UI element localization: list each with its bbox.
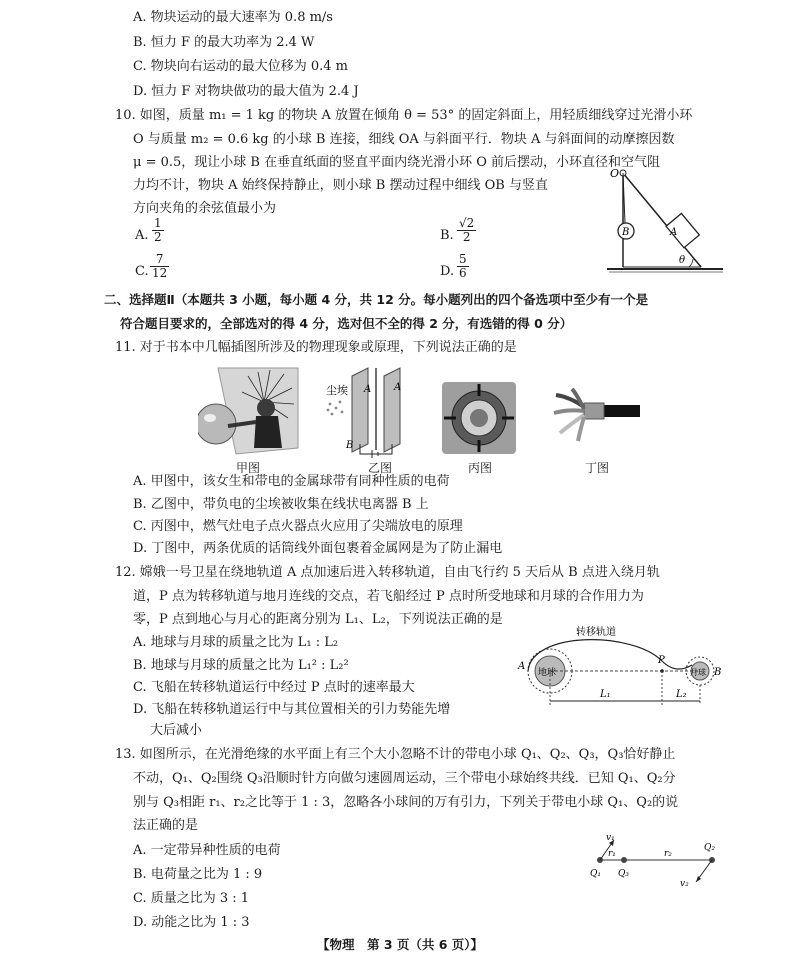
q13-fig-label-r1: r₁ [608, 849, 616, 859]
q10-stem-line: O 与质量 m₂ = 0.6 kg 的小球 B 连接，细线 OA 与斜面平行．物块 A 与斜面间的动摩擦因数 [133, 132, 675, 147]
q10-option-d-fraction: $\frac{5}{6}$ [459, 252, 467, 280]
q11-fig-label-b: B [346, 440, 354, 451]
q10-fig-label-o: O [610, 167, 620, 180]
q13-fig-label-q3: Q₃ [618, 869, 629, 879]
q10-option-c-label: C. [135, 264, 149, 279]
q11-caption-jia: 甲图 [236, 461, 261, 475]
q11-fig-label-a1: A [364, 384, 372, 395]
q11-figure-yi [322, 364, 422, 459]
q11-option-c: C. 丙图中，燃气灶电子点火器点火应用了尖端放电的原理 [133, 519, 463, 534]
q10-fig-label-a: A [670, 227, 678, 238]
q11-caption-yi: 乙图 [368, 461, 393, 475]
q10-option-b-label: B. [440, 228, 454, 243]
q11-fig-label-a2: A [394, 382, 402, 393]
q13-fig-label-r2: r₂ [664, 849, 672, 859]
q13-stem-line: 不动，Q₁、Q₂围绕 Q₃沿顺时针方向做匀速圆周运动，三个带电小球始终共线．已知 Q₁、Q₂分 [133, 771, 676, 786]
q13-fig-label-v2: v₂ [680, 879, 689, 889]
q12-stem-line: 12. 嫦娥一号卫星在绕地轨道 A 点加速后进入转移轨道，自由飞行约 5 天后从 B 点进入绕月轨 [115, 565, 660, 580]
q9-option-b: B. 恒力 F 的最大功率为 2.4 W [133, 35, 315, 50]
q13-option-b: B. 电荷量之比为 1 : 9 [133, 867, 263, 882]
q11-fig-dust-label: 尘埃 [326, 384, 348, 397]
q11-option-d: D. 丁图中，两条优质的话筒线外面包裹着金属网是为了防止漏电 [133, 541, 503, 556]
q12-fig-label-b: B [714, 667, 722, 678]
q12-fig-label-a: A [518, 661, 526, 672]
q12-option-c: C. 飞船在转移轨道运行中经过 P 点时的速率最大 [133, 680, 415, 695]
q13-option-c: C. 质量之比为 3 : 1 [133, 891, 250, 906]
q11-figure-bing [440, 380, 518, 456]
q10-stem-line: μ = 0.5，现让小球 B 在垂直纸面的竖直平面内绕光滑小环 O 前后摆动，小环直径和空气阻 [133, 155, 661, 170]
q12-fig-orbit-label: 转移轨道 [576, 627, 616, 638]
q13-charges-figure [588, 832, 723, 890]
q12-fig-earth-label: 地球 [538, 668, 557, 678]
q11-figure-ding [550, 387, 642, 445]
q11-caption-bing: 丙图 [468, 461, 493, 475]
q13-stem-line: 法正确的是 [133, 818, 199, 833]
q12-fig-moon-label: 月球 [690, 668, 706, 677]
q9-option-c: C. 物块向右运动的最大位移为 0.4 m [133, 59, 349, 74]
q13-option-a: A. 一定带异种性质的电荷 [133, 843, 281, 858]
q10-option-d-label: D. [440, 264, 455, 279]
q12-fig-label-l1: L₁ [600, 689, 611, 700]
q9-option-d: D. 恒力 F 对物块做功的最大值为 2.4 J [133, 84, 359, 99]
q11-stem: 11. 对于书本中几幅插图所涉及的物理现象或原理，下列说法正确的是 [115, 340, 517, 355]
q10-stem-line: 方向夹角的余弦值最小为 [133, 201, 277, 216]
q10-incline-figure [605, 165, 725, 275]
section-2-heading: 二、选择题Ⅱ（本题共 3 小题，每小题 4 分，共 12 分。每小题列出的四个备选项中至少有一个是 [104, 292, 649, 307]
q13-fig-label-q2: Q₂ [704, 843, 715, 853]
q13-fig-label-q1: Q₁ [590, 869, 601, 879]
q12-option-d-cont: 大后减小 [150, 723, 203, 738]
q10-stem-line: 10. 如图，质量 m₁ = 1 kg 的物块 A 放置在倾角 θ = 53° 的固定斜面上，用轻质细线穿过光滑小环 [115, 108, 693, 123]
q12-fig-label-p: P [658, 655, 665, 666]
q12-option-b: B. 地球与月球的质量之比为 L₁² : L₂² [133, 658, 349, 673]
q12-stem-line: 零，P 点到地心与月心的距离分别为 L₁、L₂，下列说法正确的是 [133, 612, 503, 627]
section-2-heading-cont: 符合题目要求的，全部选对的得 4 分，选对但不全的得 2 分，有选错的得 0 分） [120, 316, 573, 331]
q12-orbit-figure [512, 625, 724, 711]
q13-stem-line: 13. 如图所示，在光滑绝缘的水平面上有三个大小忽略不计的带电小球 Q₁、Q₂、Q₃，Q₃恰好静止 [115, 747, 676, 762]
q12-fig-label-l2: L₂ [676, 689, 687, 700]
q13-fig-label-v1: v₁ [606, 833, 615, 843]
q10-stem-line: 力均不计，物块 A 始终保持静止，则小球 B 摆动过程中细线 OB 与竖直 [133, 178, 548, 193]
q10-option-b-fraction: $\frac{√2}{2}$ [459, 216, 475, 244]
q9-option-a: A. 物块运动的最大速率为 0.8 m/s [133, 10, 333, 25]
q11-option-a: A. 甲图中，该女生和带电的金属球带有同种性质的电荷 [133, 474, 450, 489]
q13-option-d: D. 动能之比为 1 : 3 [133, 915, 250, 930]
q12-stem-line: 道，P 点为转移轨道与地月连线的交点，若飞船经过 P 点时所受地球和月球的合作用力为 [133, 589, 644, 604]
q10-fig-label-theta: θ [679, 255, 686, 266]
q10-fig-label-b: B [622, 227, 630, 238]
q10-option-a-fraction: $\frac{1}{2}$ [154, 216, 162, 244]
q12-option-d: D. 飞船在转移轨道运行中与其位置相关的引力势能先增 [133, 702, 451, 717]
q13-stem-line: 别与 Q₃相距 r₁、r₂之比等于 1 : 3，忽略各小球间的万有引力，下列关于带电小球 Q₁、Q₂的说 [133, 795, 679, 810]
q10-option-a-label: A. [135, 228, 149, 243]
q10-option-c-fraction: $\frac{7}{12}$ [152, 252, 168, 280]
q11-figure-jia [198, 364, 300, 456]
q12-option-a: A. 地球与月球的质量之比为 L₁ : L₂ [133, 635, 339, 650]
q11-option-b: B. 乙图中，带负电的尘埃被收集在线状电离器 B 上 [133, 497, 429, 512]
page-footer: 【物理 第 3 页（共 6 页）】 [317, 937, 484, 952]
q11-caption-ding: 丁图 [585, 461, 610, 475]
